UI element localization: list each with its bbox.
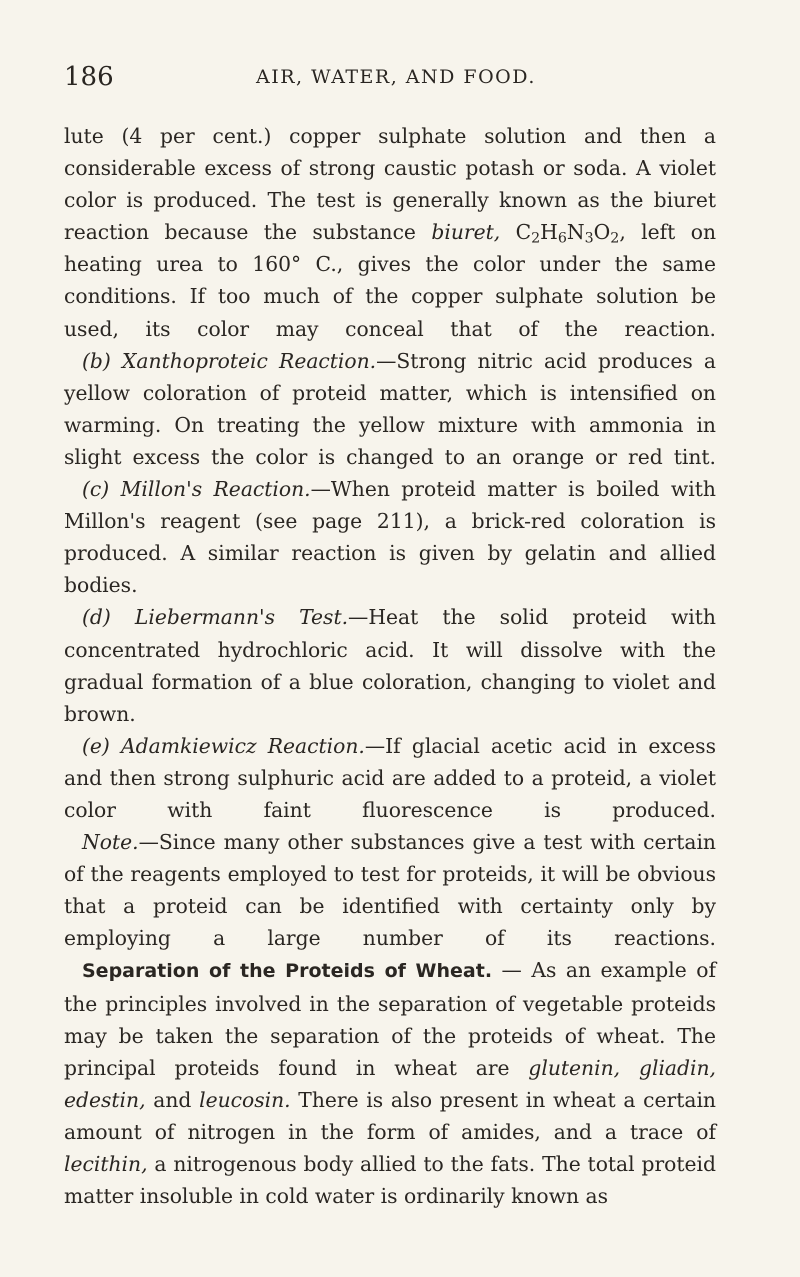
biuret-term: biuret,: [431, 220, 501, 245]
millon-title: Millon's Reaction.: [120, 477, 311, 502]
term-edestin: edestin,: [64, 1087, 146, 1112]
biuret-text-2: , left on heating urea to 160° C., gives the color under the same conditions. If too much of the copper sulphate solution be used, its color may conceal that of the reaction.: [64, 220, 717, 341]
page-number: 186: [64, 62, 114, 92]
body-text: [64, 120, 716, 1212]
xanthoproteic-paragraph: [64, 345, 716, 473]
note-title: Note.: [82, 830, 139, 855]
liebermann-text: —Heat the solid proteid with concentrated hydrochloric acid. It will dissolve with the gradual formation of a blue coloration, changing to violet and brown.: [64, 605, 716, 726]
separation-heading: Separation of the Proteids of Wheat.: [82, 960, 493, 983]
separation-paragraph: [64, 954, 716, 1212]
adamkiewicz-paragraph: [64, 730, 716, 826]
biuret-text-1: lute (4 per cent.) copper sulphate solution and then a considerable excess of strong caustic potash or soda. A violet color is produced. The test is generally known as the biuret reaction because the substance: [64, 124, 716, 245]
page-header: [64, 62, 714, 98]
millon-label: (c): [82, 477, 110, 502]
biuret-formula: $C_2H_6N_3O_2$: [515, 220, 620, 247]
adamkiewicz-title: Adamkiewicz Reaction.: [121, 733, 365, 758]
separation-text-1: — As an example of the principles involved in the separation of vegetable proteids may be taken the separation of the proteids of wheat. The principal proteids found in wheat are: [64, 958, 716, 1080]
note-text: —Since many other substances give a test with certain of the reagents employed to test for proteids, it will be obvious that a proteid can be identified with certainty only by employing a large number of its reactions.: [64, 830, 716, 951]
xanthoproteic-text: —Strong nitric acid produces a yellow coloration of proteid matter, which is intensified on warming. On treating the yellow mixture with ammonia in slight excess the color is changed to an orange or red tint.: [64, 348, 716, 469]
liebermann-title: Liebermann's Test.: [134, 605, 349, 630]
liebermann-label: (d): [82, 605, 111, 630]
separation-and: and: [145, 1087, 200, 1112]
separation-text-2: There is also present in wheat a certain amount of nitrogen in the form of amides, and a trace of: [64, 1087, 716, 1144]
term-glutenin: glutenin,: [528, 1055, 621, 1080]
term-gliadin: gliadin,: [638, 1055, 716, 1080]
xanthoproteic-title: Xanthoproteic Reaction.: [121, 348, 377, 373]
term-leucosin: leucosin.: [199, 1087, 291, 1112]
adamkiewicz-label: (e): [82, 733, 110, 758]
xanthoproteic-label: (b): [82, 348, 111, 373]
separation-text-3: a nitrogenous body allied to the fats. The total proteid matter insoluble in cold water is ordinarily known as: [64, 1152, 716, 1209]
running-head: AIR, WATER, AND FOOD.: [256, 66, 536, 88]
millon-text: —When proteid matter is boiled with Millon's reagent (see page 211), a brick-red coloration is produced. A similar reaction is given by gelatin and allied bodies.: [64, 477, 716, 598]
term-lecithin: lecithin,: [64, 1152, 148, 1176]
adamkiewicz-text: —If glacial acetic acid in excess and then strong sulphuric acid are added to a proteid, a violet color with faint fluorescence is produced.: [64, 733, 716, 822]
liebermann-paragraph: [64, 601, 716, 729]
note-paragraph: [64, 826, 716, 954]
millon-paragraph: [64, 473, 716, 601]
biuret-paragraph: [64, 120, 716, 345]
